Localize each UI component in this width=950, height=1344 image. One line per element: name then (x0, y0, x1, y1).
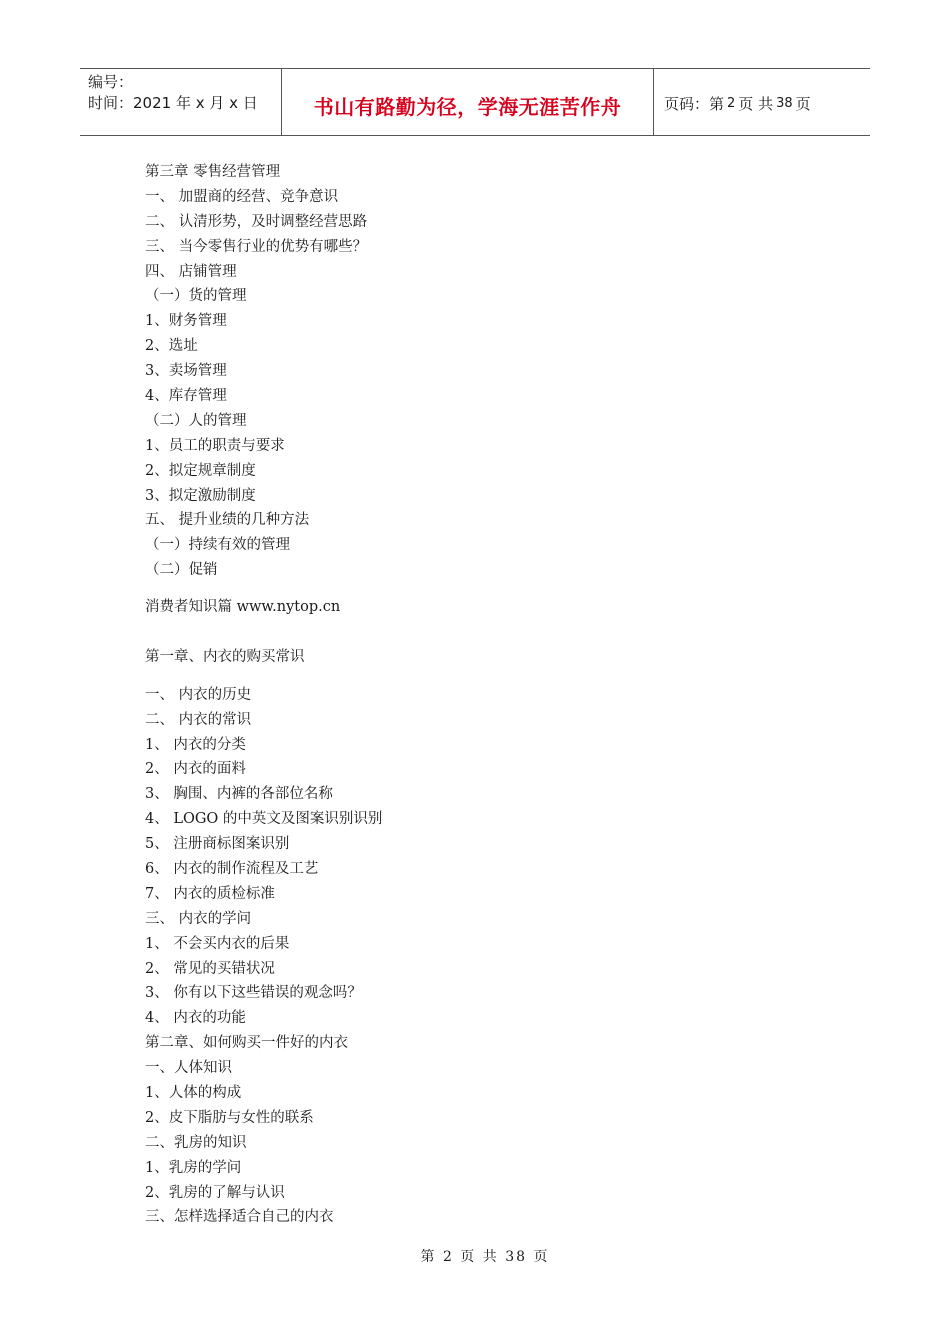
text-line: 1、员工的职责与要求 (145, 437, 285, 454)
text-line: 二、乳房的知识 (145, 1134, 247, 1151)
text-line: 二、 认清形势，及时调整经营思路 (145, 213, 368, 230)
page-header (80, 68, 870, 136)
text-line: 2、 常见的买错状况 (145, 960, 275, 977)
text-line: 5、 注册商标图案识别 (145, 836, 290, 853)
text-line: 6、 内衣的制作流程及工艺 (145, 860, 319, 877)
text-line: （一）持续有效的管理 (145, 537, 290, 554)
text-line: 一、 加盟商的经营、竞争意识 (145, 188, 339, 205)
header-motto: 书山有路勤为径，学海无涯苦作舟 (282, 69, 654, 135)
page-prefix: 页码：第 (664, 94, 725, 113)
code-label: 编号： (88, 73, 134, 91)
text-line: 二、 内衣的常识 (145, 711, 252, 728)
text-line: 1、财务管理 (145, 313, 227, 330)
text-line: 1、 内衣的分类 (145, 736, 246, 753)
text-line: 三、 当今零售行业的优势有哪些？ (145, 238, 368, 255)
date-label: 时间：2021 年 x 月 x 日 (88, 94, 258, 112)
page-total: 38 (776, 95, 793, 111)
text-line: 2、乳房的了解与认识 (145, 1184, 285, 1201)
text-line: 3、 你有以下这些错误的观念吗？ (145, 985, 362, 1002)
text-line: 2、选址 (145, 338, 198, 355)
text-line: 4、库存管理 (145, 388, 227, 405)
document-body (145, 160, 845, 1230)
text-line: 1、乳房的学问 (145, 1159, 242, 1176)
text-line: 五、 提升业绩的几种方法 (145, 512, 310, 529)
text-line: 4、 内衣的功能 (145, 1010, 246, 1027)
text-line: 3、卖场管理 (145, 363, 227, 380)
header-info-cell (80, 69, 282, 135)
header-page-info (654, 69, 870, 135)
text-line: 2、 内衣的面料 (145, 761, 246, 778)
chapter-heading: 第一章、内衣的购买常识 (145, 648, 305, 665)
chapter-heading: 第二章、如何购买一件好的内衣 (145, 1035, 348, 1052)
text-line: 4、 LOGO 的中英文及图案识别识别 (145, 811, 383, 828)
text-line: 一、 内衣的历史 (145, 686, 252, 703)
text-line: 3、 胸围、内裤的各部位名称 (145, 786, 333, 803)
page-footer: 第 2 页 共 38 页 (420, 1249, 550, 1265)
page-suffix: 页 (795, 94, 811, 113)
text-line: （一）货的管理 (145, 288, 247, 305)
text-line: 三、 内衣的学问 (145, 910, 252, 927)
text-line: 第三章 零售经营管理 (145, 164, 281, 180)
text-line: 三、怎样选择适合自己的内衣 (145, 1209, 334, 1226)
page-mid: 页 共 (738, 94, 774, 113)
text-line: 四、 店铺管理 (145, 263, 237, 280)
text-line: 一、人体知识 (145, 1060, 232, 1077)
section-heading: 消费者知识篇 www.nytop.cn (145, 599, 341, 616)
text-line: 2、拟定规章制度 (145, 462, 256, 479)
text-line: 1、 不会买内衣的后果 (145, 935, 290, 952)
text-line: 3、拟定激励制度 (145, 487, 256, 504)
text-line: 1、人体的构成 (145, 1084, 242, 1101)
text-line: 7、 内衣的质检标准 (145, 885, 275, 902)
text-line: （二）人的管理 (145, 412, 247, 429)
text-line: （二）促销 (145, 562, 218, 579)
page-number: 2 (727, 95, 736, 111)
text-line: 2、皮下脂肪与女性的联系 (145, 1109, 314, 1126)
